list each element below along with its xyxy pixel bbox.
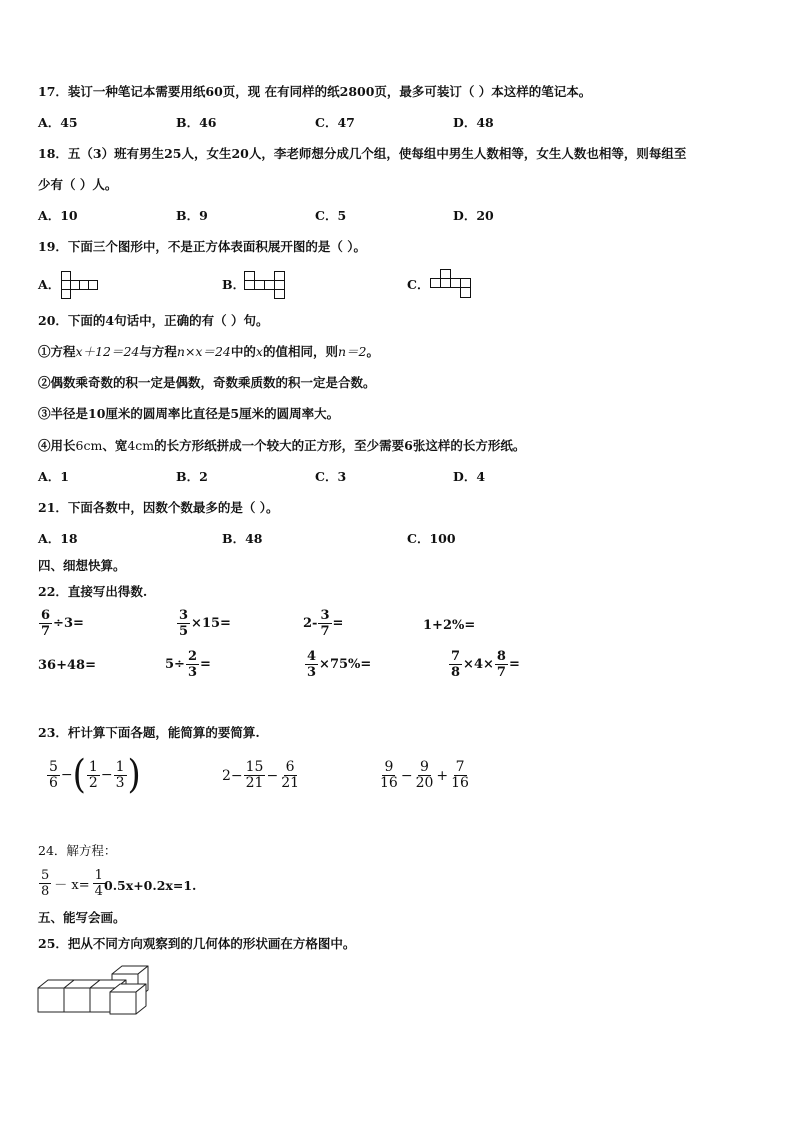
q19-option-b: B． <box>222 277 246 292</box>
q20-s1-prefix: ①方程 <box>38 344 76 359</box>
q22-e8-tail: = <box>508 657 520 672</box>
q23-expr-3 <box>377 760 472 791</box>
q20-s1-equation-2: n×x＝24 <box>176 344 231 359</box>
q20-option-d: D．4 <box>453 469 486 484</box>
q20-s4-rest: 的长方形纸拼成一个较大的正方形，至少需要6张这样的长方形纸。 <box>154 438 526 453</box>
q18-stem-line2: 少有（ ）人。 <box>38 177 118 192</box>
q22-e7-den: 3 <box>307 665 317 680</box>
q22-stem: 22．直接写出得数. <box>38 584 148 599</box>
q18-option-b: B．9 <box>176 208 208 223</box>
q21-option-b: B．48 <box>222 531 263 546</box>
q23-stem: 23．杆计算下面各题，能简算的要简算. <box>38 725 260 740</box>
q25-cubes-figure <box>34 962 160 1018</box>
q19-net-a-figure <box>60 270 102 300</box>
q23-e2-den2: 21 <box>281 775 300 791</box>
q20-stem: 20．下面的4句话中，正确的有（ ）句。 <box>38 313 269 328</box>
q17-option-a: A．45 <box>38 115 78 130</box>
q23-e1-den2: 2 <box>88 774 98 791</box>
q20-option-b: B．2 <box>176 469 208 484</box>
q23-e2-num1: 15 <box>245 759 264 775</box>
q18-option-a: A．10 <box>38 208 78 223</box>
q23-e1-minus-2: − <box>100 767 113 783</box>
q24-equation-1 <box>38 868 106 899</box>
q23-e2-head: 2− <box>222 767 243 784</box>
q19-stem: 19．下面三个图形中，不是正方体表面积展开图的是（ ）。 <box>38 239 366 254</box>
q20-s1-end: 。 <box>366 344 380 359</box>
q20-s1-conclusion: 的值相同，则 <box>262 344 338 359</box>
q22-e6-tail: = <box>200 657 211 672</box>
q23-e3-den2: 20 <box>415 775 434 791</box>
q23-e1-den3: 3 <box>115 774 125 791</box>
q20-s1-equation-1: x＋12＝24 <box>75 344 140 359</box>
q24-e1-den1: 8 <box>41 884 50 899</box>
q23-e1-den1: 6 <box>49 774 58 791</box>
q22-expr-7 <box>304 649 371 680</box>
q19-option-a: A． <box>38 277 61 292</box>
q22-e7-tail: ×75%= <box>319 657 372 672</box>
q24-e1-num2: 1 <box>94 868 103 883</box>
q20-s1-connector: 与方程 <box>139 344 177 359</box>
q24-e1-num1: 5 <box>41 868 50 883</box>
q19-net-b-figure <box>243 270 287 300</box>
q22-e2-den: 5 <box>179 624 189 639</box>
q23-e1-num3: 1 <box>115 758 125 775</box>
q24-stem: 24．解方程： <box>38 843 117 858</box>
q24-e1-mid: － x= <box>54 878 90 893</box>
q21-stem: 21．下面各数中，因数个数最多的是（ ）。 <box>38 500 279 515</box>
q22-e3-tail: = <box>332 616 344 631</box>
q22-e6-num: 2 <box>187 649 197 664</box>
q23-e1-open-paren: ( <box>72 752 86 798</box>
q23-expr-1 <box>46 752 141 798</box>
q23-e1-num2: 1 <box>88 758 98 775</box>
q22-e1-num: 6 <box>41 608 51 623</box>
q19-option-c: C． <box>407 277 430 292</box>
q20-statement-4 <box>38 438 525 454</box>
q22-e1-den: 7 <box>41 624 51 639</box>
q23-e3-num2: 9 <box>420 759 429 775</box>
q20-option-c: C．3 <box>315 469 347 484</box>
q21-option-a: A．18 <box>38 531 78 546</box>
q17-option-b: B．46 <box>176 115 217 130</box>
q23-e1-close-paren: ) <box>127 752 141 798</box>
q23-expr-2 <box>222 760 302 791</box>
q23-e2-minus: − <box>266 767 279 784</box>
q22-e8-den2: 7 <box>496 665 506 680</box>
q20-statement-3: ③半径是10厘米的圆周率比直径是5厘米的圆周率大。 <box>38 406 340 421</box>
q20-s1-mid: 中的 <box>230 344 256 359</box>
q20-s1-variable: x <box>255 344 263 359</box>
q22-expr-1 <box>38 608 84 639</box>
q22-expr-2 <box>176 608 231 639</box>
q20-s4-connector: 、宽 <box>102 438 128 453</box>
q18-option-c: C．5 <box>315 208 347 223</box>
q23-e3-num1: 9 <box>384 759 394 775</box>
q22-e2-num: 3 <box>179 608 189 623</box>
q22-expr-5: 36+48= <box>38 658 96 673</box>
q24-equation-2: 0.5x+0.2x=1. <box>104 878 197 893</box>
q23-e3-den3: 16 <box>451 775 469 791</box>
q23-e2-num2: 6 <box>285 759 295 775</box>
q20-statement-2: ②偶数乘奇数的积一定是偶数，奇数乘质数的积一定是合数。 <box>38 375 376 390</box>
q22-e6-den: 3 <box>187 665 197 680</box>
q21-option-c: C．100 <box>407 531 456 546</box>
q18-option-d: D．20 <box>453 208 494 223</box>
q25-stem: 25．把从不同方向观察到的几何体的形状画在方格图中。 <box>38 936 356 951</box>
q22-e8-den1: 8 <box>451 665 461 680</box>
q23-e2-den1: 21 <box>245 775 264 791</box>
section-5-heading: 五、能写会画。 <box>38 910 126 925</box>
q18-stem-line1: 18．五（3）班有男生25人，女生20人，李老师想分成几个组，使每组中男生人数相等，女生人数也相等，则每组至 <box>38 146 687 161</box>
q22-e7-num: 4 <box>307 649 317 664</box>
q22-e1-tail: ÷3= <box>53 616 84 631</box>
q22-expr-8 <box>448 649 520 680</box>
q20-statement-1 <box>38 344 379 360</box>
q24-e1-den2: 4 <box>94 884 103 899</box>
q20-s4-length: 6cm <box>75 438 103 453</box>
q17-option-d: D．48 <box>453 115 494 130</box>
q22-e3-head: 2- <box>303 616 318 631</box>
q20-option-a: A．1 <box>38 469 69 484</box>
q22-e8-num1: 7 <box>451 649 461 664</box>
q23-e3-op2: + <box>436 767 449 784</box>
q22-expr-3 <box>303 608 343 639</box>
q22-e3-num: 3 <box>320 608 330 623</box>
q22-e8-mid: ×4× <box>463 657 494 672</box>
q22-expr-6 <box>165 649 211 680</box>
q23-e3-den1: 16 <box>380 775 398 791</box>
q20-s4-prefix: ④用长 <box>38 438 76 453</box>
q22-e2-tail: ×15= <box>191 616 231 631</box>
q23-e1-minus: − <box>60 767 73 783</box>
q17-option-c: C．47 <box>315 115 355 130</box>
q22-expr-4: 1+2%= <box>423 618 476 633</box>
q19-net-c-figure <box>429 268 473 300</box>
q22-e8-num2: 8 <box>496 649 506 664</box>
q20-s1-equation-3: n＝2 <box>337 344 367 359</box>
q23-e3-op1: − <box>400 767 413 784</box>
q22-e3-den: 7 <box>320 624 330 639</box>
q22-e6-head: 5÷ <box>165 657 185 672</box>
section-4-heading: 四、细想快算。 <box>38 558 126 573</box>
q17-stem: 17．装订一种笔记本需要用纸60页，现 在有同样的纸2800页，最多可装订（ ）本这样的笔记本。 <box>38 84 592 99</box>
q23-e3-num3: 7 <box>455 759 465 775</box>
q23-e1-num1: 5 <box>49 758 58 775</box>
q20-s4-width: 4cm <box>127 438 155 453</box>
